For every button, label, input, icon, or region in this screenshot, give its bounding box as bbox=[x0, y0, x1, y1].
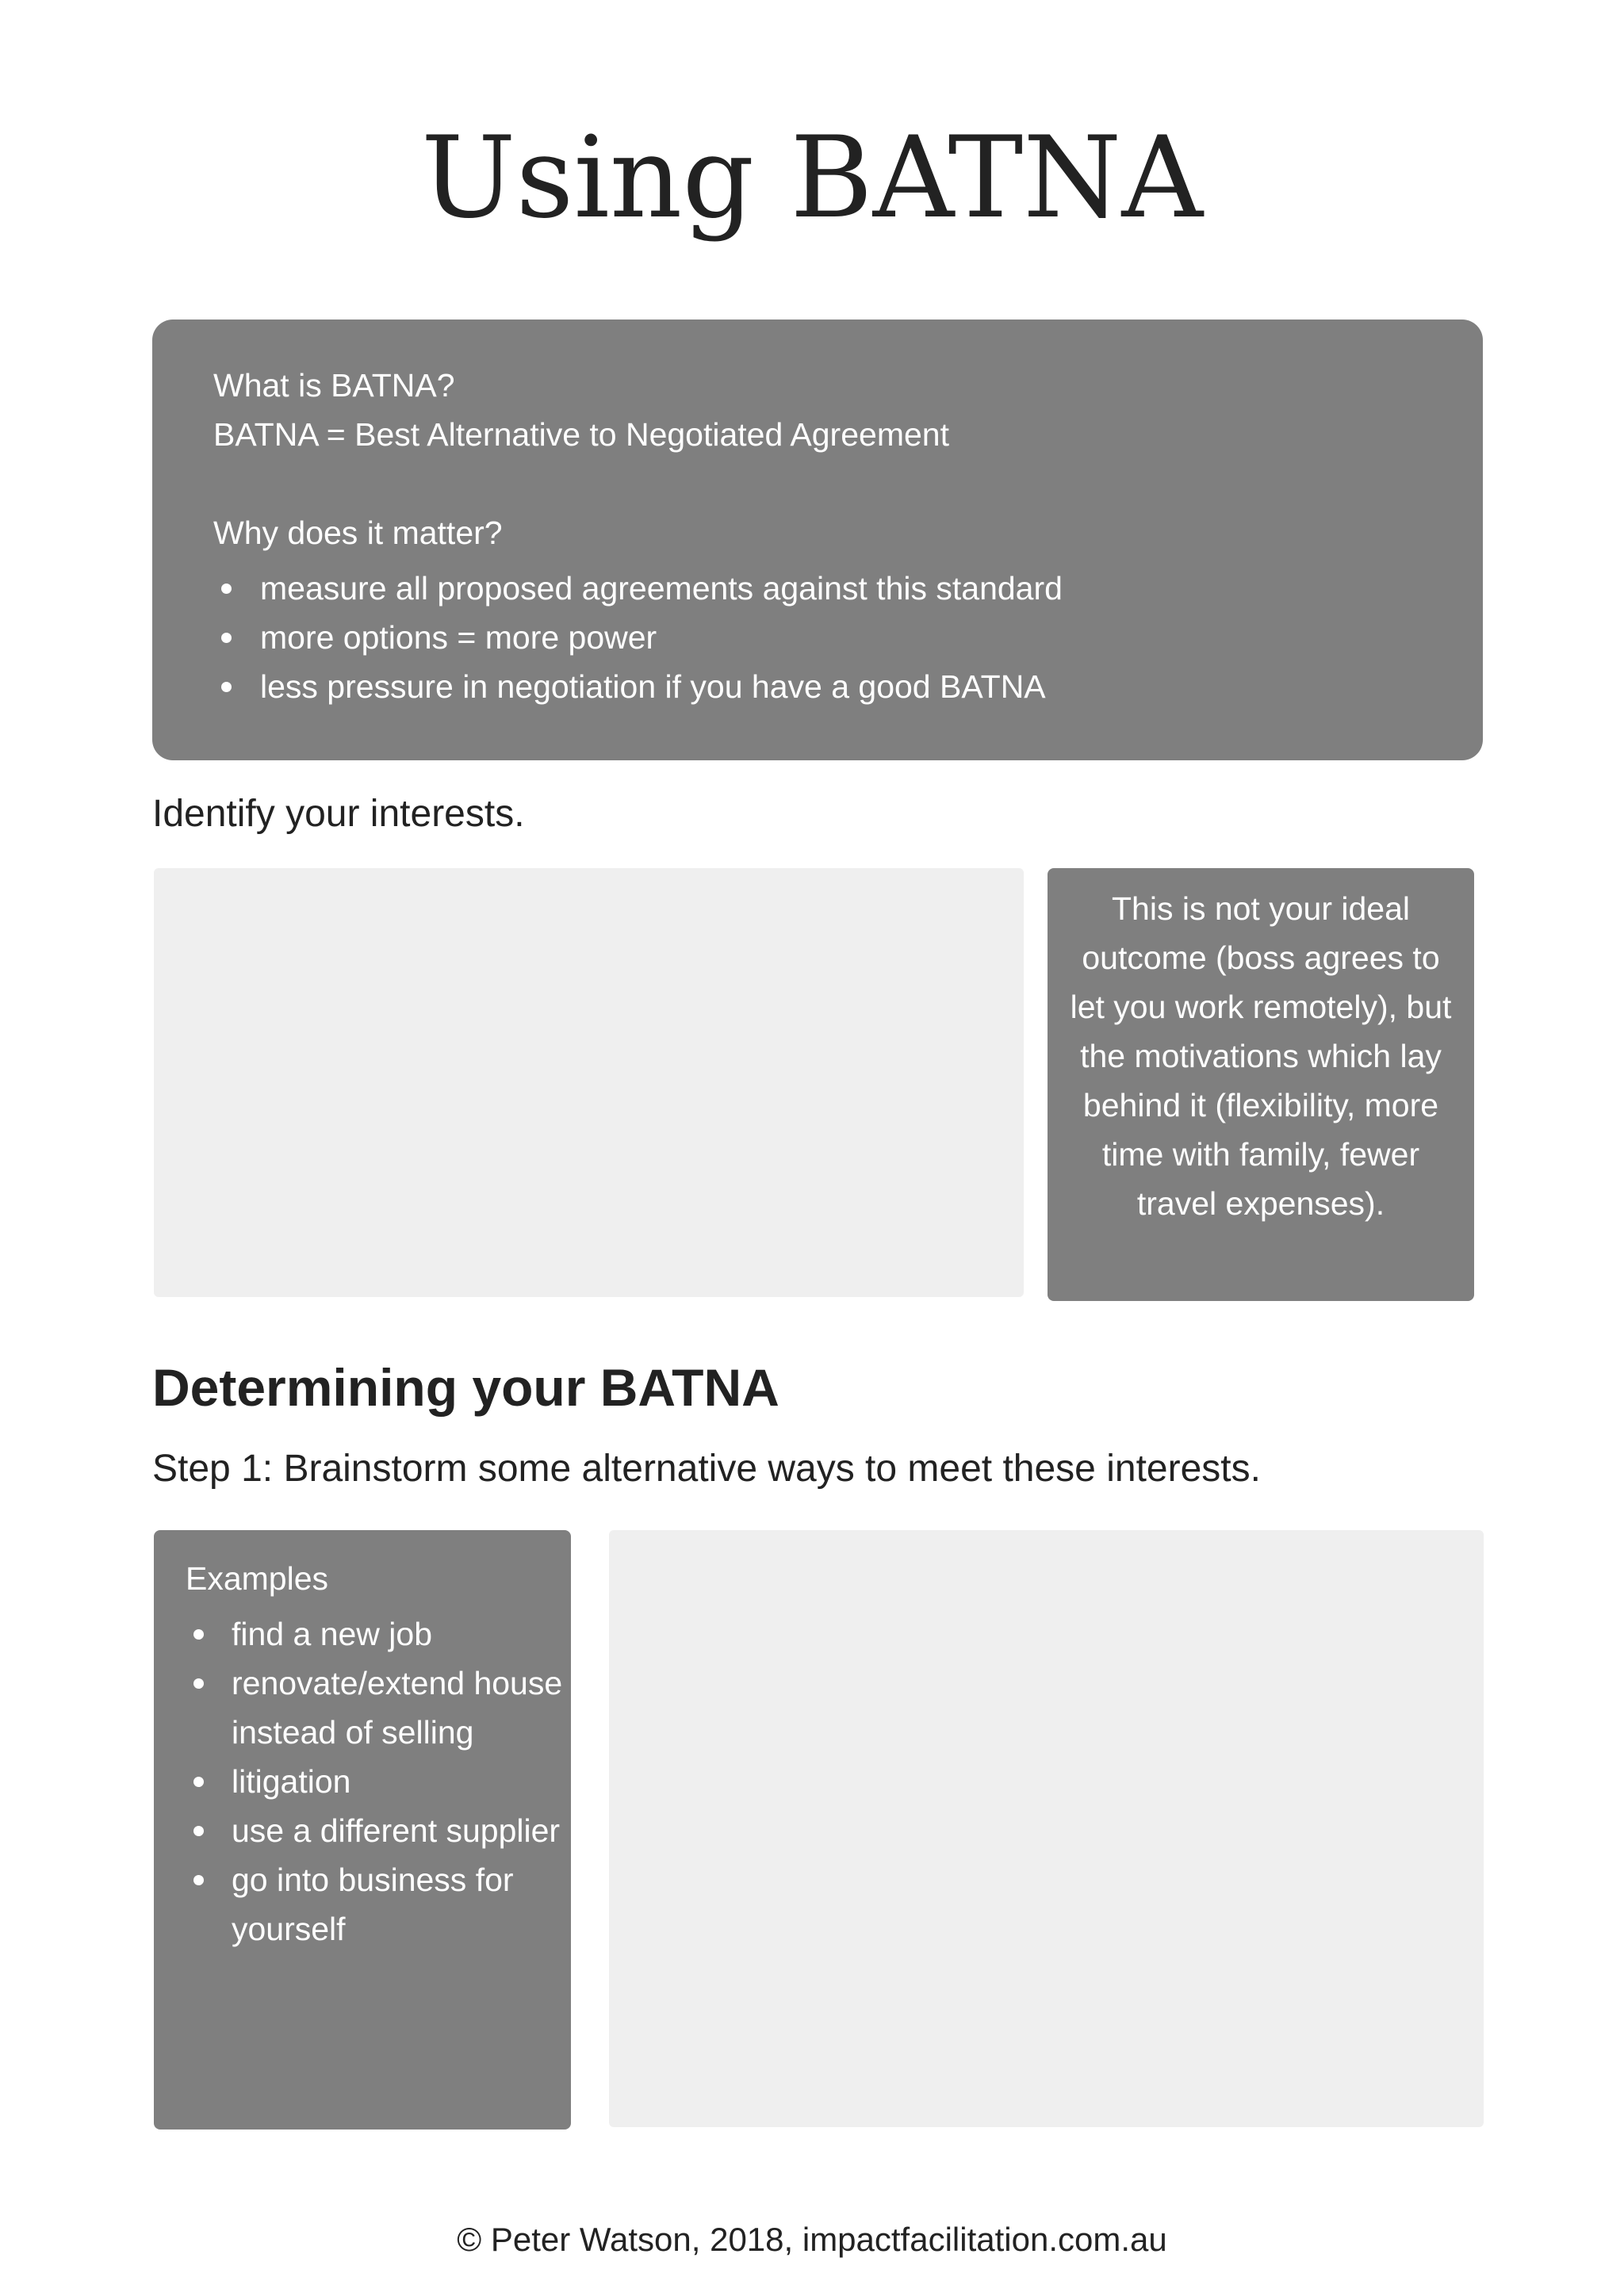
identify-interests-label: Identify your interests. bbox=[152, 793, 525, 835]
list-item bbox=[186, 1806, 571, 1855]
interests-hint-panel bbox=[1048, 868, 1474, 1301]
list-item-text: renovate/extend house instead of selling bbox=[232, 1665, 563, 1751]
spacer bbox=[213, 459, 1483, 508]
bullet-icon bbox=[221, 584, 232, 594]
list-item-text: less pressure in negotiation if you have a good BATNA bbox=[260, 668, 1046, 705]
list-item bbox=[213, 662, 1483, 711]
bullet-icon bbox=[193, 1678, 204, 1689]
bullet-icon bbox=[193, 1826, 204, 1836]
bullet-icon bbox=[193, 1875, 204, 1885]
batna-info-panel bbox=[152, 320, 1483, 760]
examples-label: Examples bbox=[186, 1560, 329, 1597]
list-item-text: litigation bbox=[232, 1763, 351, 1800]
list-item-text: find a new job bbox=[232, 1616, 433, 1652]
list-item bbox=[186, 1757, 571, 1806]
list-item bbox=[186, 1659, 571, 1757]
interests-answer-area[interactable] bbox=[154, 868, 1024, 1297]
determining-batna-heading: Determining your BATNA bbox=[152, 1358, 779, 1417]
batna-definition: BATNA = Best Alternative to Negotiated Agreement bbox=[213, 416, 949, 453]
list-item-text: more options = more power bbox=[260, 619, 657, 656]
step-1-instruction: Step 1: Brainstorm some alternative ways to meet these interests. bbox=[152, 1448, 1261, 1490]
list-item bbox=[213, 613, 1483, 662]
what-is-batna-question: What is BATNA? bbox=[213, 367, 455, 404]
interests-hint-text: This is not your ideal outcome (boss agrees to let you work remotely), but the motivations which lay behind it (flexibility, more time with family, fewer travel expenses). bbox=[1070, 890, 1452, 1222]
list-item bbox=[186, 1855, 571, 1954]
list-item-text: go into business for yourself bbox=[232, 1862, 514, 1947]
bullet-icon bbox=[193, 1777, 204, 1787]
list-item-text: use a different supplier bbox=[232, 1812, 561, 1849]
copyright-footer: © Peter Watson, 2018, impactfacilitation.com.au bbox=[457, 2221, 1167, 2258]
bullet-icon bbox=[221, 682, 232, 692]
list-item-text: measure all proposed agreements against this standard bbox=[260, 570, 1063, 607]
page-title: Using BATNA bbox=[420, 113, 1204, 243]
bullet-icon bbox=[221, 633, 232, 643]
why-matter-question: Why does it matter? bbox=[213, 515, 503, 551]
why-matter-list bbox=[213, 564, 1483, 711]
list-item bbox=[186, 1609, 571, 1659]
alternatives-answer-area[interactable] bbox=[609, 1530, 1484, 2127]
list-item bbox=[213, 564, 1483, 613]
bullet-icon bbox=[193, 1629, 204, 1640]
examples-panel bbox=[154, 1530, 571, 2130]
examples-list bbox=[186, 1609, 571, 1954]
